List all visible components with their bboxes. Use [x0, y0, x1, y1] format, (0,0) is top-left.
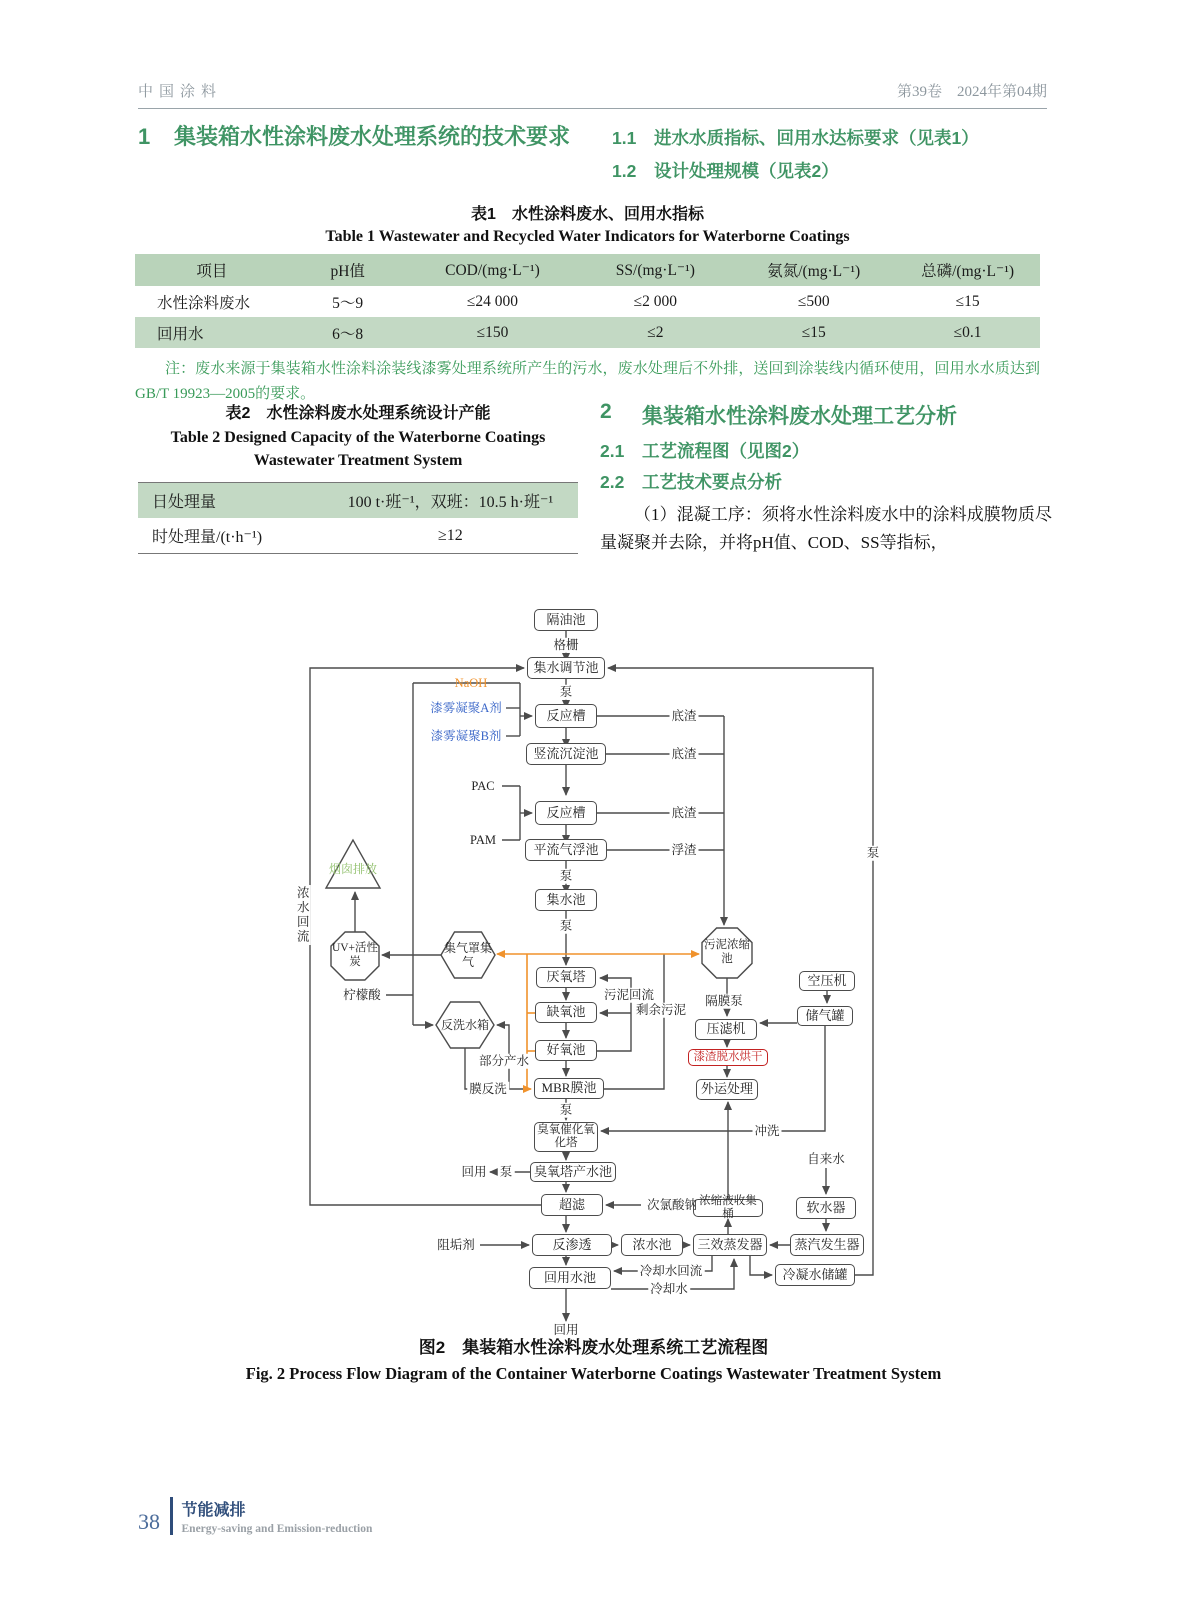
- vertical-sedimentation-tank: 竖流沉淀池: [526, 743, 606, 765]
- concentrate-pool: 浓水池: [621, 1234, 683, 1256]
- pump-label: 泵: [559, 918, 573, 933]
- triple-effect-evaporator: 三效蒸发器: [693, 1234, 767, 1256]
- anoxic-tank: 缺氧池: [535, 1002, 597, 1023]
- reuse-water-pool: 回用水池: [529, 1267, 611, 1289]
- membrane-backwash-label: 膜反洗: [469, 1081, 507, 1096]
- figure-caption-en: Fig. 2 Process Flow Diagram of the Container Waterborne Coatings Wastewater Treatment System: [245, 1364, 942, 1383]
- table-1-col-ss: SS/(mg·L⁻¹): [578, 254, 732, 286]
- concentrate-collection-barrel: 浓缩液收集桶: [693, 1199, 763, 1217]
- section-2-heading: [600, 400, 1052, 430]
- pump-label: 泵: [499, 1164, 513, 1179]
- mbr-membrane-tank: MBR膜池: [534, 1078, 604, 1099]
- collection-tank: 集水池: [535, 889, 597, 911]
- section-2: [600, 400, 1052, 556]
- section-1-subheadings: [612, 122, 979, 189]
- figure-caption: [0, 1333, 1187, 1384]
- backwash-water-tank: 反洗水箱: [440, 1017, 489, 1032]
- subsection-1-1-title: 进水水质指标、回用水达标要求（见表1）: [654, 128, 979, 148]
- reaction-tank-1: 反应槽: [535, 704, 597, 728]
- table-1-col-ammonia: 氨氮/(mg·L⁻¹): [732, 254, 895, 286]
- aerobic-tank: 好氧池: [535, 1040, 597, 1061]
- ozone-tower-product-tank: 臭氧塔产水池: [530, 1162, 616, 1182]
- reaction-tank-2: 反应槽: [535, 801, 597, 825]
- table-1-col-ph: pH值: [289, 254, 407, 286]
- subsection-1-2-number: 1.2: [612, 161, 637, 182]
- oil-separation-tank: 隔油池: [534, 609, 598, 631]
- gas-collection-lines: [497, 954, 699, 1089]
- footer-column-en: Energy-saving and Emission-reduction: [181, 1523, 373, 1535]
- air-flotation-tank: 平流气浮池: [525, 839, 607, 861]
- paint-residue-dewatering-drying: 漆渣脱水烘干: [688, 1049, 768, 1066]
- table-1-title-en: Table 1 Wastewater and Recycled Water Indicators for Waterborne Coatings: [325, 228, 850, 245]
- partial-product-water-label: 部分产水: [478, 1053, 530, 1068]
- coagulant-a-label: 漆雾凝聚A剂: [430, 700, 502, 715]
- table-2-title-cn: 表2 水性涂料废水处理系统设计产能: [225, 405, 491, 422]
- concentrate-return-label: 浓水回流: [295, 886, 310, 944]
- flush-label: 冲洗: [754, 1123, 780, 1138]
- collection-regulation-tank: 集水调节池: [527, 657, 605, 679]
- grille-label: 格栅: [553, 637, 579, 652]
- table-row: 时处理量/(t·h⁻¹) ≥12: [152, 526, 463, 547]
- section-1: [138, 122, 1052, 189]
- reverse-osmosis: 反渗透: [532, 1234, 612, 1256]
- table-1-col-cod: COD/(mg·L⁻¹): [406, 254, 578, 286]
- page-number: 38: [138, 1509, 160, 1534]
- condensate-storage-tank: 冷凝水储罐: [775, 1264, 855, 1286]
- table-1-header-row: [135, 254, 1040, 286]
- chimney-discharge: 烟囱排放: [328, 861, 377, 876]
- bottom-residue-label: 底渣: [671, 746, 697, 761]
- pump-label: 泵: [559, 1102, 573, 1117]
- subsection-1-2: [612, 155, 979, 188]
- table-2-title-en: Table 2 Designed Capacity of the Waterborne Coatings Wastewater Treatment System: [170, 429, 546, 470]
- cooling-water-return-label: 冷却水回流: [639, 1263, 703, 1278]
- table-1-note: 注：废水来源于集装箱水性涂料涂装线漆雾处理系统所产生的污水，废水处理后不外排，送回到涂装线内循环使用，回用水水质达到GB/T 19923—2005的要求。: [135, 361, 1040, 402]
- steam-generator: 蒸汽发生器: [790, 1234, 864, 1256]
- subsection-1-1: [612, 122, 979, 155]
- excess-sludge-label: 剩余污泥: [635, 1002, 687, 1017]
- subsection-2-2: 2.2 工艺技术要点分析: [600, 471, 782, 492]
- ozone-catalytic-oxidation-tower: 臭氧催化氧化塔: [534, 1122, 598, 1152]
- gas-collection-hood: 集气罩集气: [443, 940, 492, 969]
- ultrafiltration: 超滤: [541, 1194, 603, 1216]
- table-row: 水性涂料废水 5～9 ≤24 000 ≤2 000 ≤500 ≤15: [157, 292, 980, 312]
- table-2: [138, 482, 578, 554]
- offsite-disposal: 外运处理: [696, 1079, 758, 1100]
- pac-label: PAC: [471, 778, 495, 793]
- section-1-title: 集装箱水性涂料废水处理系统的技术要求: [174, 124, 571, 149]
- subsection-2-1: 2.1 工艺流程图（见图2）: [600, 441, 810, 461]
- gas-storage-tank: 储气罐: [797, 1006, 853, 1026]
- uv-activated-carbon: UV+活性炭: [331, 942, 379, 968]
- diaphragm-pump-label: 隔膜泵: [705, 993, 743, 1008]
- body-paragraph: （1）混凝工序：须将水性涂料废水中的涂料成膜物质尽量凝聚并去除，并将pH值、COD、SS等指标，: [600, 505, 1052, 552]
- section-1-number: 1: [138, 124, 151, 149]
- water-softener: 软水器: [796, 1197, 856, 1219]
- table-row: 日处理量 100 t·班⁻¹，双班：10.5 h·班⁻¹: [138, 483, 578, 519]
- table-1-col-item: 项目: [135, 254, 289, 286]
- filter-press: 压滤机: [695, 1019, 757, 1040]
- process-flow-diagram: [0, 598, 1187, 1338]
- subsection-1-1-number: 1.1: [612, 128, 637, 148]
- page-header: [138, 80, 1047, 109]
- reuse-label: 回用: [553, 1322, 579, 1337]
- pam-label: PAM: [470, 832, 496, 847]
- table-1-col-phosphorus: 总磷/(mg·L⁻¹): [895, 254, 1040, 286]
- footer-column: [182, 1497, 373, 1535]
- issue-info: 第39卷 2024年第04期: [896, 84, 1047, 100]
- middle-columns: [138, 400, 1052, 556]
- cooling-water-label: 冷却水: [650, 1281, 688, 1296]
- subsection-1-2-title: 设计处理规模（见表2）: [654, 161, 839, 182]
- pump-label: 泵: [559, 684, 573, 699]
- section-1-heading: [138, 122, 590, 189]
- footer-divider: [170, 1497, 173, 1535]
- tap-water-label: 自来水: [807, 1151, 845, 1166]
- sludge-return-label: 污泥回流: [603, 987, 655, 1002]
- table-2-block: [138, 400, 578, 556]
- table-1-title-cn: 表1 水性涂料废水、回用水指标: [471, 206, 704, 223]
- naoh-label: NaOH: [454, 675, 488, 690]
- page-footer: [138, 1497, 372, 1535]
- air-compressor: 空压机: [799, 971, 855, 991]
- bottom-residue-label: 底渣: [671, 708, 697, 723]
- footer-column-cn: 节能减排: [181, 1502, 246, 1519]
- journal-name: 中国涂料: [138, 84, 223, 100]
- pump-label: 泵: [559, 868, 573, 883]
- bottom-residue-label: 底渣: [671, 805, 697, 820]
- coagulant-b-label: 漆雾凝聚B剂: [430, 728, 502, 743]
- antiscalant-label: 阻垢剂: [437, 1237, 475, 1252]
- sludge-thickening-tank: 污泥浓缩池: [704, 939, 750, 965]
- section-2-number: 2: [600, 400, 612, 423]
- pump-label: 泵: [866, 845, 880, 860]
- citric-acid-label: 柠檬酸: [343, 987, 381, 1002]
- float-residue-label: 浮渣: [671, 842, 697, 857]
- table-1-block: [135, 201, 1040, 407]
- anaerobic-tower: 厌氧塔: [536, 967, 596, 988]
- sodium-hypochlorite-label: 次氯酸钠: [646, 1197, 698, 1212]
- section-2-title: 集装箱水性涂料废水处理工艺分析: [642, 405, 957, 428]
- reuse-label: 回用: [461, 1164, 487, 1179]
- table-row: 回用水 6～8 ≤150 ≤2 ≤15 ≤0.1: [135, 317, 1040, 348]
- table-1: [135, 254, 1040, 348]
- figure-caption-cn: 图2 集装箱水性涂料废水处理系统工艺流程图: [418, 1338, 769, 1357]
